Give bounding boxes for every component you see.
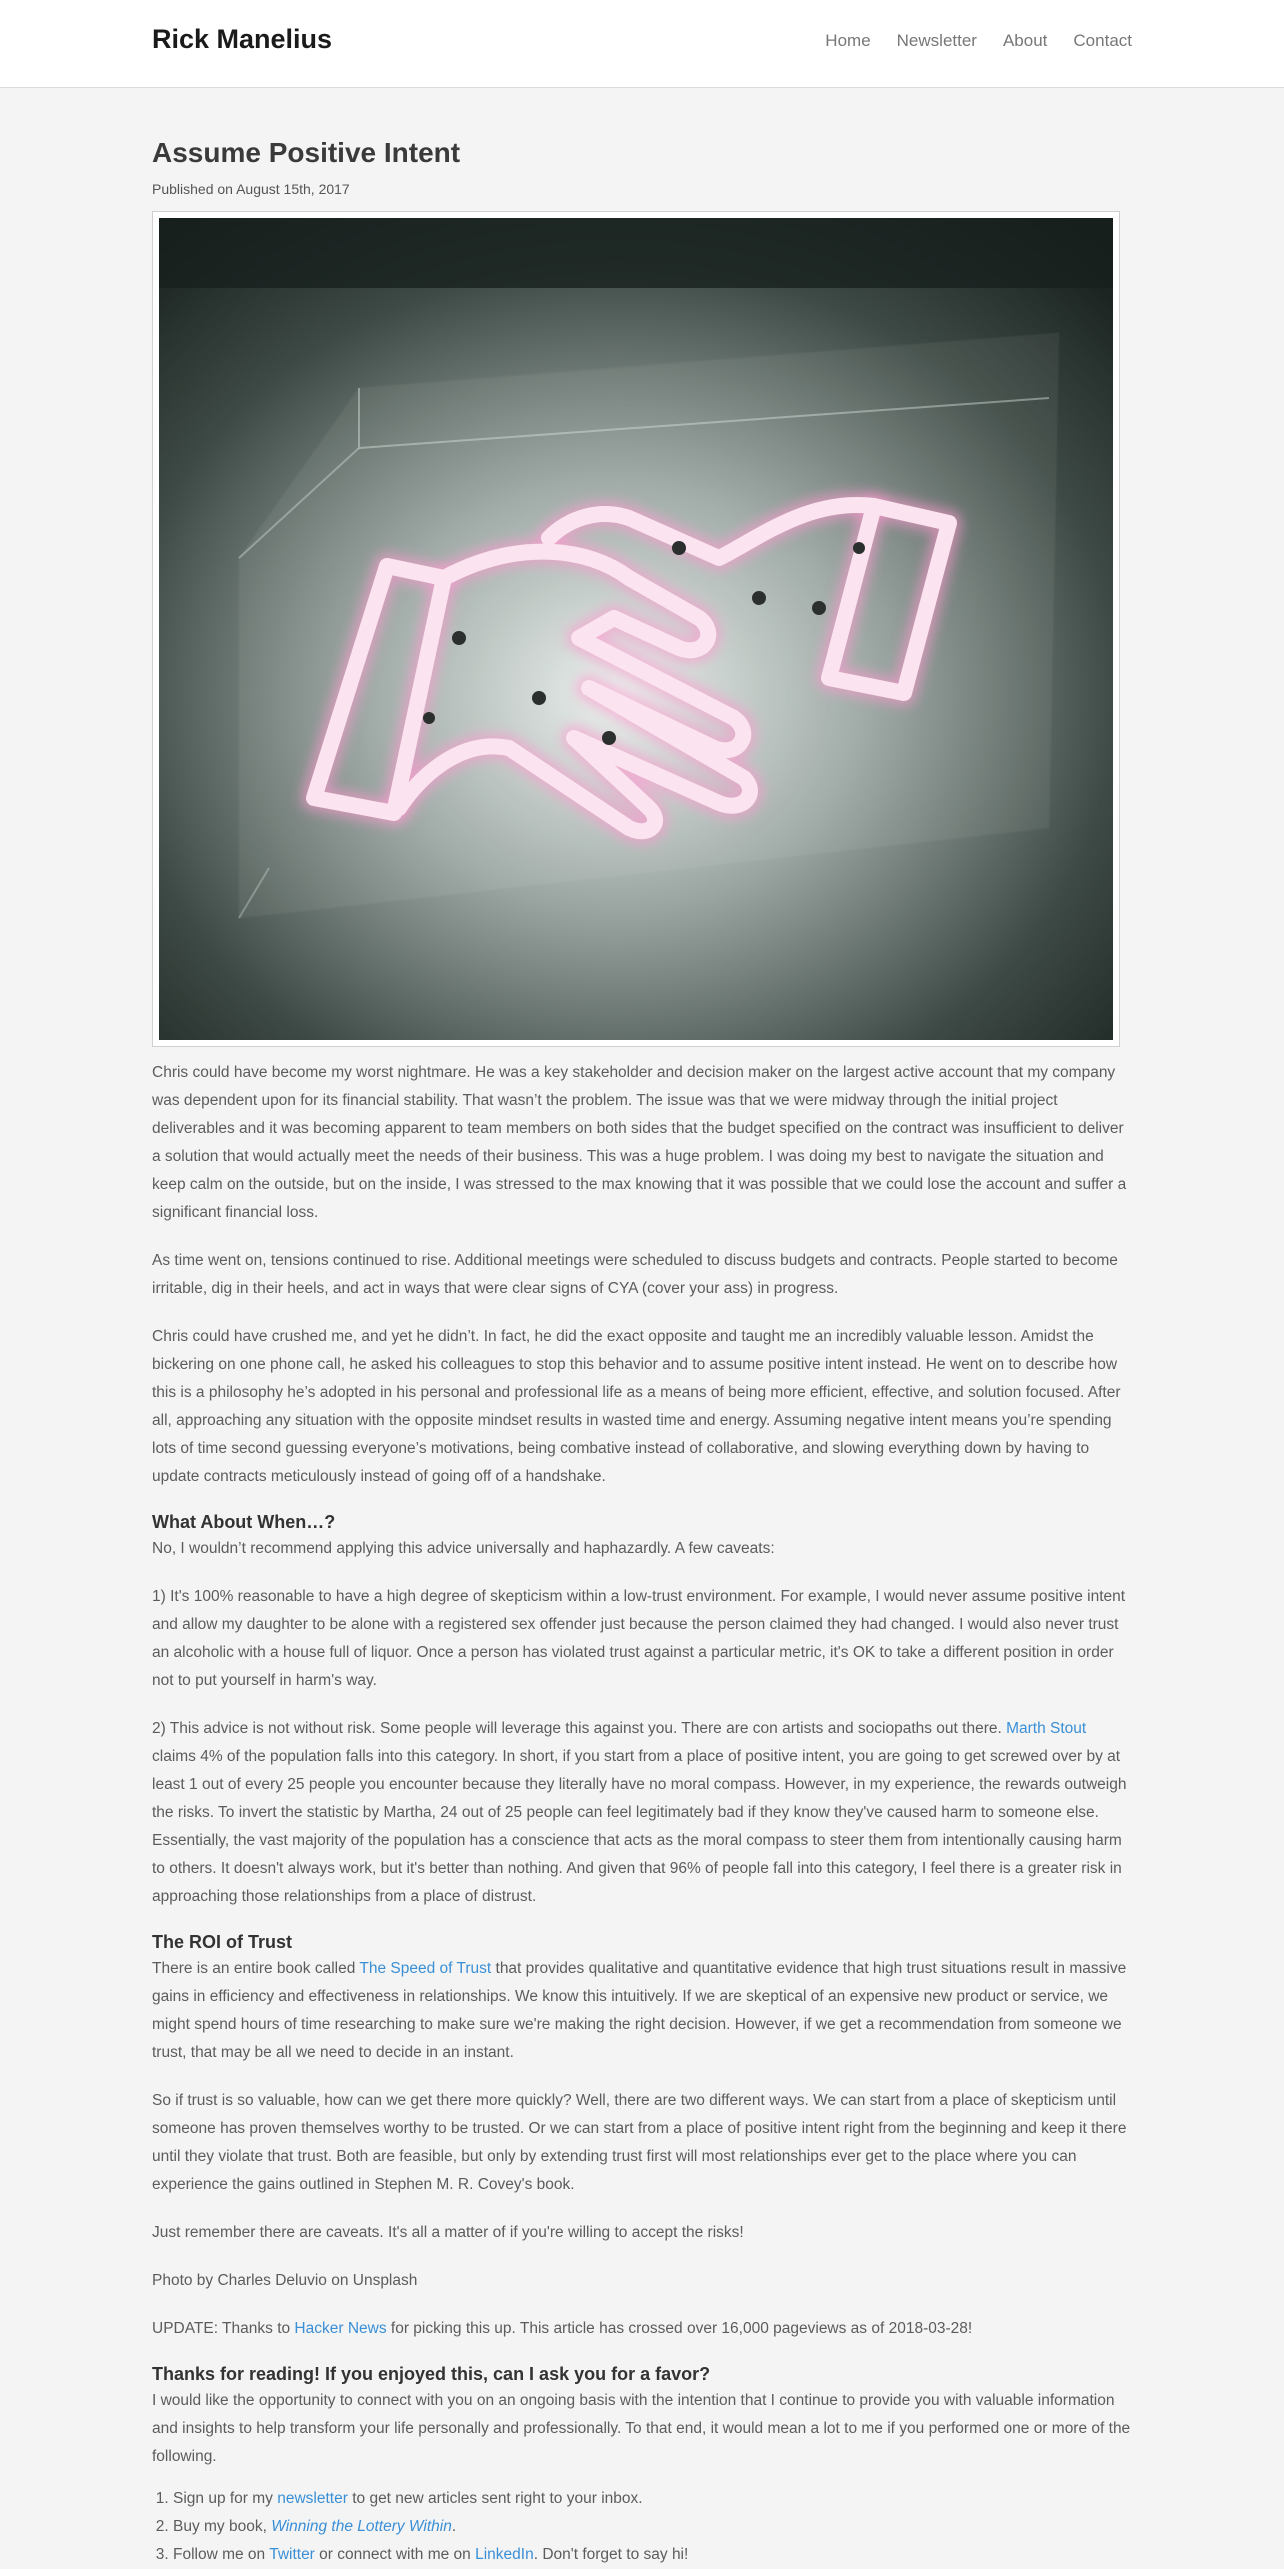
favor-list bbox=[152, 2485, 1132, 2569]
caveat-2-text-b: claims 4% of the population falls into this category. In short, if you start from a place of positive intent, you are going to get screwed over by at least 1 out of every 25 people you encounter because they literally have no moral compass. However, in my experience, the rewards outweigh the risks. To invert the statistic by Martha, 24 out of 25 people can feel legitimately bad if they know they've caused harm to someone else. Essentially, the vast majority of the population has a conscience that acts as the moral compass to steer them from intentionally causing harm to others. It doesn't always work, but it's better than nothing. And given that 96% of people fall into this category, I feel there is a greater risk in approaching those relationships from a place of distrust. bbox=[152, 1748, 1127, 1905]
paragraph-speed-of-trust bbox=[152, 1955, 1132, 2067]
link-linkedin[interactable]: LinkedIn bbox=[475, 2546, 534, 2563]
list-text: or connect with me on bbox=[314, 2546, 476, 2563]
list-text: Follow me on bbox=[173, 2546, 270, 2563]
published-date: Published on August 15th, 2017 bbox=[152, 181, 350, 197]
photo-credit: Photo by Charles Deluvio on Unsplash bbox=[152, 2272, 418, 2289]
list-text: to get new articles sent right to your inbox. bbox=[347, 2490, 643, 2507]
link-hacker-news[interactable]: Hacker News bbox=[294, 2320, 387, 2337]
list-text: Sign up for my bbox=[173, 2490, 278, 2507]
page-title: Assume Positive Intent bbox=[152, 137, 461, 168]
paragraph-how-to-trust: So if trust is so valuable, how can we get there more quickly? Well, there are two different ways. We can start from a place of skepticism until someone has proven themselves worthy to be trusted. Or we can start from a place of positive intent right from the beginning and keep it there until they violate that trust. Both are feasible, but only by extending trust first will most relationships ever get to the place where you can experience the gains outlined in Stephen M. R. Covey's book. bbox=[152, 2092, 1127, 2193]
list-text: . Don't forget to say hi! bbox=[533, 2546, 689, 2563]
site-header bbox=[0, 0, 1284, 88]
nav-about[interactable]: About bbox=[1002, 31, 1048, 50]
site-title-link[interactable]: Rick Manelius bbox=[152, 24, 333, 54]
paragraph-tensions: As time went on, tensions continued to rise. Additional meetings were scheduled to discuss budgets and contracts. People started to become irritable, dig in their heels, and act in ways that were clear signs of CYA (cover your ass) in progress. bbox=[152, 1252, 1118, 1297]
main-nav bbox=[799, 31, 1132, 51]
paragraph-remember: Just remember there are caveats. It's all a matter of if you're willing to accept the risks! bbox=[152, 2224, 744, 2241]
article bbox=[152, 135, 1132, 2569]
caveat-2-text-a: 2) This advice is not without risk. Some people will leverage this against you. There are con artists and sociopaths out there. bbox=[152, 1720, 1007, 1737]
link-speed-of-trust[interactable]: The Speed of Trust bbox=[359, 1960, 492, 1977]
heading-what-about-when: What About When…? bbox=[152, 1512, 336, 1532]
nav-contact[interactable]: Contact bbox=[1073, 31, 1132, 50]
paragraph-lesson: Chris could have crushed me, and yet he didn’t. In fact, he did the exact opposite and taught me an incredibly valuable lesson. Amidst the bickering on one phone call, he asked his colleagues to stop this behavior and to assume positive intent instead. He went on to describe how this is a philosophy he’s adopted in his personal and professional life as a means of being more efficient, effective, and solution focused. After all, approaching any situation with the opposite mindset results in wasted time and energy. Assuming negative intent means you’re spending lots of time second guessing everyone’s motivations, being combative instead of collaborative, and slowing everything down by having to update contracts meticulously instead of going off of a handshake. bbox=[152, 1328, 1121, 1485]
link-newsletter[interactable]: newsletter bbox=[277, 2490, 348, 2507]
link-book[interactable]: Winning the Lottery Within bbox=[271, 2518, 452, 2535]
featured-image bbox=[152, 211, 1120, 1047]
heading-thanks: Thanks for reading! If you enjoyed this, can I ask you for a favor? bbox=[152, 2364, 711, 2384]
update-text-b: for picking this up. This article has crossed over 16,000 pageviews as of 2018-03-28! bbox=[386, 2320, 973, 2337]
list-text: Buy my book, bbox=[173, 2518, 272, 2535]
paragraph-connect: I would like the opportunity to connect with you on an ongoing basis with the intention that I continue to provide you with valuable information and insights to help transform your life personally and professionally. To that end, it would mean a lot to me if you performed one or more of the following. bbox=[152, 2392, 1131, 2465]
nav-newsletter[interactable]: Newsletter bbox=[896, 31, 977, 50]
list-item bbox=[173, 2541, 1132, 2569]
paragraph-caveats-intro: No, I wouldn’t recommend applying this advice universally and haphazardly. A few caveats: bbox=[152, 1540, 775, 1557]
list-item bbox=[173, 2513, 1132, 2541]
paragraph-caveat-1: 1) It's 100% reasonable to have a high degree of skepticism within a low-trust environment. For example, I would never assume positive intent and allow my daughter to be alone with a registered sex offender just because the person claimed they had changed. I would also never trust an alcoholic with a house full of liquor. Once a person has violated trust against a particular metric, it's OK to take a different position in order not to put yourself in harm's way. bbox=[152, 1588, 1126, 1689]
speed-text-a: There is an entire book called bbox=[152, 1960, 360, 1977]
heading-roi-of-trust: The ROI of Trust bbox=[152, 1932, 293, 1952]
update-text-a: UPDATE: Thanks to bbox=[152, 2320, 295, 2337]
paragraph-update bbox=[152, 2315, 1132, 2343]
paragraph-caveat-2 bbox=[152, 1715, 1132, 1911]
link-twitter[interactable]: Twitter bbox=[269, 2546, 315, 2563]
speed-text-b: that provides qualitative and quantitative evidence that high trust situations result in massive gains in efficiency and effectiveness in relationships. We know this intuitively. If we are skeptical of an expensive new product or service, we might spend hours of time researching to make sure we're making the right decision. However, if we get a recommendation from someone we trust, that may be all we need to decide in an instant. bbox=[152, 1960, 1127, 2061]
paragraph-intro: Chris could have become my worst nightmare. He was a key stakeholder and decision maker on the largest active account that my company was dependent upon for its financial stability. That wasn’t the problem. The issue was that we were midway through the initial project deliverables and it was becoming apparent to team members on both sides that the budget specified on the contract was insufficient to deliver a solution that would actually meet the needs of their business. This was a huge problem. I was doing my best to navigate the situation and keep calm on the outside, but on the inside, I was stressed to the max knowing that it was possible that we could lose the account and suffer a significant financial loss. bbox=[152, 1064, 1127, 1221]
list-item bbox=[173, 2485, 1132, 2513]
nav-home[interactable]: Home bbox=[825, 31, 871, 50]
link-marth-stout[interactable]: Marth Stout bbox=[1006, 1720, 1087, 1737]
list-text: . bbox=[451, 2518, 457, 2535]
neon-handshake-image bbox=[159, 218, 1113, 1040]
